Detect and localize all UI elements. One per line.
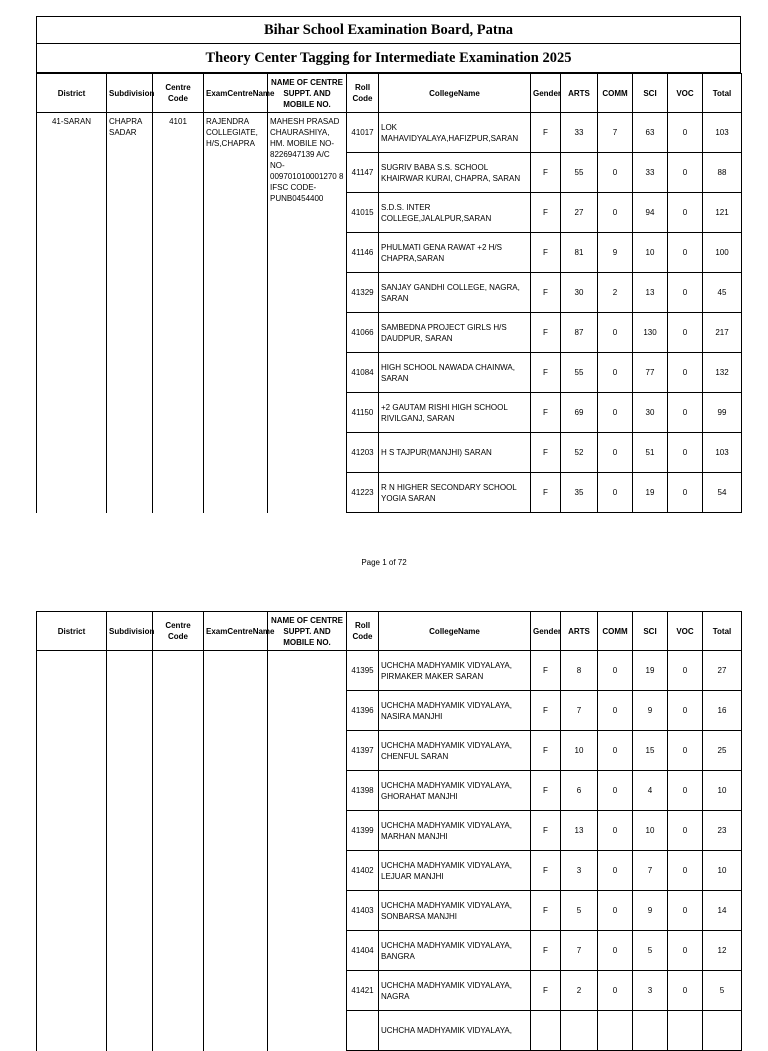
header-college-name: CollegeName — [379, 612, 531, 651]
college-name-cell: UCHCHA MADHYAMIK VIDYALAYA, NASIRA MANJHI — [379, 691, 531, 731]
college-name-cell: SANJAY GANDHI COLLEGE, NAGRA, SARAN — [379, 273, 531, 313]
header-college-name: CollegeName — [379, 74, 531, 113]
voc-cell: 0 — [668, 771, 703, 811]
roll-code-cell: 41403 — [347, 891, 379, 931]
roll-code-cell: 41066 — [347, 313, 379, 353]
college-name-cell: +2 GAUTAM RISHI HIGH SCHOOL RIVILGANJ, SARAN — [379, 393, 531, 433]
college-name-cell: UCHCHA MADHYAMIK VIDYALAYA, BANGRA — [379, 931, 531, 971]
voc-cell: 0 — [668, 931, 703, 971]
roll-code-cell: 41421 — [347, 971, 379, 1011]
arts-cell: 87 — [561, 313, 598, 353]
header-centre-supt: NAME OF CENTRE SUPPT. AND MOBILE NO. — [268, 74, 347, 113]
college-name-cell: PHULMATI GENA RAWAT +2 H/S CHAPRA,SARAN — [379, 233, 531, 273]
arts-cell: 7 — [561, 691, 598, 731]
college-name-cell: UCHCHA MADHYAMIK VIDYALAYA, LEJUAR MANJHI — [379, 851, 531, 891]
sci-cell: 13 — [633, 273, 668, 313]
roll-code-cell: 41397 — [347, 731, 379, 771]
header-centre-code: Centre Code — [153, 74, 204, 113]
exam-title: Theory Center Tagging for Intermediate Examination 2025 — [36, 44, 741, 73]
gender-cell: F — [531, 193, 561, 233]
college-name-cell: UCHCHA MADHYAMIK VIDYALAYA, PIRMAKER MAKER SARAN — [379, 651, 531, 691]
gender-cell: F — [531, 971, 561, 1011]
comm-cell — [598, 1011, 633, 1051]
total-cell: 10 — [703, 771, 742, 811]
comm-cell: 2 — [598, 273, 633, 313]
roll-code-cell: 41402 — [347, 851, 379, 891]
comm-cell: 0 — [598, 313, 633, 353]
gender-cell: F — [531, 233, 561, 273]
total-cell: 16 — [703, 691, 742, 731]
voc-cell: 0 — [668, 811, 703, 851]
tagging-table-page-1 — [36, 73, 742, 513]
gender-cell: F — [531, 433, 561, 473]
gender-cell: F — [531, 771, 561, 811]
header-comm: COMM — [598, 74, 633, 113]
comm-cell: 0 — [598, 851, 633, 891]
college-name-cell: S.D.S. INTER COLLEGE,JALALPUR,SARAN — [379, 193, 531, 233]
roll-code-cell: 41398 — [347, 771, 379, 811]
arts-cell: 33 — [561, 113, 598, 153]
arts-cell: 52 — [561, 433, 598, 473]
voc-cell: 0 — [668, 313, 703, 353]
sci-cell: 51 — [633, 433, 668, 473]
comm-cell: 0 — [598, 771, 633, 811]
sci-cell: 9 — [633, 691, 668, 731]
college-name-cell: UCHCHA MADHYAMIK VIDYALAYA, NAGRA — [379, 971, 531, 1011]
sci-cell: 94 — [633, 193, 668, 233]
gender-cell: F — [531, 113, 561, 153]
arts-cell: 30 — [561, 273, 598, 313]
gender-cell: F — [531, 691, 561, 731]
sci-cell: 9 — [633, 891, 668, 931]
roll-code-cell: 41150 — [347, 393, 379, 433]
centre-code-cell: 4101 — [153, 113, 204, 513]
college-name-cell: H S TAJPUR(MANJHI) SARAN — [379, 433, 531, 473]
header-gender: Gender — [531, 74, 561, 113]
voc-cell: 0 — [668, 891, 703, 931]
arts-cell: 69 — [561, 393, 598, 433]
sci-cell: 7 — [633, 851, 668, 891]
roll-code-cell: 41017 — [347, 113, 379, 153]
header-voc: VOC — [668, 612, 703, 651]
total-cell: 10 — [703, 851, 742, 891]
comm-cell: 0 — [598, 971, 633, 1011]
college-name-cell: SUGRIV BABA S.S. SCHOOL KHAIRWAR KURAI, CHAPRA, SARAN — [379, 153, 531, 193]
header-voc: VOC — [668, 74, 703, 113]
voc-cell: 0 — [668, 113, 703, 153]
header-exam-centre-name: ExamCentreName — [204, 612, 268, 651]
total-cell: 27 — [703, 651, 742, 691]
voc-cell: 0 — [668, 393, 703, 433]
header-total: Total — [703, 74, 742, 113]
exam-centre-name-cell: RAJENDRA COLLEGIATE, H/S,CHAPRA — [204, 113, 268, 513]
centre-code-cell — [153, 651, 204, 1051]
subdivision-cell: CHAPRA SADAR — [107, 113, 153, 513]
header-gender: Gender — [531, 612, 561, 651]
arts-cell — [561, 1011, 598, 1051]
total-cell: 12 — [703, 931, 742, 971]
gender-cell — [531, 1011, 561, 1051]
header-comm: COMM — [598, 612, 633, 651]
header-arts: ARTS — [561, 612, 598, 651]
voc-cell: 0 — [668, 691, 703, 731]
roll-code-cell: 41203 — [347, 433, 379, 473]
header-sci: SCI — [633, 74, 668, 113]
centre-supt-cell — [268, 651, 347, 1051]
comm-cell: 0 — [598, 433, 633, 473]
total-cell — [703, 1011, 742, 1051]
board-title: Bihar School Examination Board, Patna — [36, 16, 741, 44]
gender-cell: F — [531, 393, 561, 433]
comm-cell: 0 — [598, 691, 633, 731]
roll-code-cell: 41396 — [347, 691, 379, 731]
total-cell: 23 — [703, 811, 742, 851]
total-cell: 103 — [703, 113, 742, 153]
voc-cell: 0 — [668, 433, 703, 473]
sci-cell: 10 — [633, 233, 668, 273]
table-row — [37, 651, 742, 691]
header-arts: ARTS — [561, 74, 598, 113]
gender-cell: F — [531, 931, 561, 971]
district-cell — [37, 651, 107, 1051]
comm-cell: 0 — [598, 811, 633, 851]
arts-cell: 6 — [561, 771, 598, 811]
sci-cell: 19 — [633, 651, 668, 691]
voc-cell: 0 — [668, 731, 703, 771]
table-row — [37, 113, 742, 153]
sci-cell: 33 — [633, 153, 668, 193]
sci-cell: 77 — [633, 353, 668, 393]
sci-cell: 3 — [633, 971, 668, 1011]
college-name-cell: UCHCHA MADHYAMIK VIDYALAYA, — [379, 1011, 531, 1051]
total-cell: 14 — [703, 891, 742, 931]
sci-cell: 63 — [633, 113, 668, 153]
header-total: Total — [703, 612, 742, 651]
roll-code-cell: 41146 — [347, 233, 379, 273]
college-name-cell: UCHCHA MADHYAMIK VIDYALAYA, MARHAN MANJHI — [379, 811, 531, 851]
comm-cell: 7 — [598, 113, 633, 153]
roll-code-cell: 41395 — [347, 651, 379, 691]
voc-cell: 0 — [668, 851, 703, 891]
district-cell: 41-SARAN — [37, 113, 107, 513]
sci-cell: 15 — [633, 731, 668, 771]
header-row — [37, 74, 742, 113]
arts-cell: 5 — [561, 891, 598, 931]
subdivision-cell — [107, 651, 153, 1051]
sci-cell: 5 — [633, 931, 668, 971]
college-name-cell: SAMBEDNA PROJECT GIRLS H/S DAUDPUR, SARAN — [379, 313, 531, 353]
total-cell: 103 — [703, 433, 742, 473]
page-1 — [36, 16, 741, 513]
voc-cell: 0 — [668, 153, 703, 193]
roll-code-cell: 41404 — [347, 931, 379, 971]
exam-centre-name-cell — [204, 651, 268, 1051]
voc-cell: 0 — [668, 353, 703, 393]
total-cell: 25 — [703, 731, 742, 771]
sci-cell: 30 — [633, 393, 668, 433]
gender-cell: F — [531, 313, 561, 353]
comm-cell: 0 — [598, 731, 633, 771]
page-2 — [36, 611, 741, 1051]
arts-cell: 7 — [561, 931, 598, 971]
header-district: District — [37, 74, 107, 113]
arts-cell: 27 — [561, 193, 598, 233]
page-number: Page 1 of 72 — [361, 558, 407, 567]
arts-cell: 55 — [561, 153, 598, 193]
roll-code-cell: 41223 — [347, 473, 379, 513]
gender-cell: F — [531, 273, 561, 313]
voc-cell: 0 — [668, 233, 703, 273]
total-cell: 54 — [703, 473, 742, 513]
arts-cell: 35 — [561, 473, 598, 513]
arts-cell: 55 — [561, 353, 598, 393]
gender-cell: F — [531, 731, 561, 771]
voc-cell: 0 — [668, 193, 703, 233]
sci-cell: 4 — [633, 771, 668, 811]
comm-cell: 0 — [598, 153, 633, 193]
total-cell: 5 — [703, 971, 742, 1011]
gender-cell: F — [531, 851, 561, 891]
page-1-clip — [0, 0, 768, 510]
college-name-cell: UCHCHA MADHYAMIK VIDYALAYA, GHORAHAT MANJHI — [379, 771, 531, 811]
college-name-cell: UCHCHA MADHYAMIK VIDYALAYA, SONBARSA MANJHI — [379, 891, 531, 931]
tagging-table-page-2 — [36, 611, 742, 1051]
header-roll-code: Roll Code — [347, 612, 379, 651]
voc-cell: 0 — [668, 273, 703, 313]
comm-cell: 0 — [598, 393, 633, 433]
centre-supt-cell: MAHESH PRASAD CHAURASHIYA, HM. MOBILE NO-8226947139 A/C NO-009701010001270 8 IFSC CODE-PUNB0454400 — [268, 113, 347, 513]
header-centre-code: Centre Code — [153, 612, 204, 651]
voc-cell: 0 — [668, 473, 703, 513]
gender-cell: F — [531, 891, 561, 931]
gender-cell: F — [531, 473, 561, 513]
roll-code-cell: 41329 — [347, 273, 379, 313]
arts-cell: 13 — [561, 811, 598, 851]
header-row — [37, 612, 742, 651]
total-cell: 217 — [703, 313, 742, 353]
total-cell: 88 — [703, 153, 742, 193]
voc-cell: 0 — [668, 651, 703, 691]
college-name-cell: HIGH SCHOOL NAWADA CHAINWA, SARAN — [379, 353, 531, 393]
total-cell: 132 — [703, 353, 742, 393]
header-district: District — [37, 612, 107, 651]
sci-cell: 130 — [633, 313, 668, 353]
comm-cell: 9 — [598, 233, 633, 273]
roll-code-cell — [347, 1011, 379, 1051]
sci-cell — [633, 1011, 668, 1051]
comm-cell: 0 — [598, 931, 633, 971]
roll-code-cell: 41399 — [347, 811, 379, 851]
comm-cell: 0 — [598, 193, 633, 233]
college-name-cell: UCHCHA MADHYAMIK VIDYALAYA, CHENFUL SARAN — [379, 731, 531, 771]
header-subdivision: Subdivision — [107, 612, 153, 651]
total-cell: 100 — [703, 233, 742, 273]
voc-cell: 0 — [668, 971, 703, 1011]
comm-cell: 0 — [598, 891, 633, 931]
college-name-cell: LOK MAHAVIDYALAYA,HAFIZPUR,SARAN — [379, 113, 531, 153]
comm-cell: 0 — [598, 473, 633, 513]
comm-cell: 0 — [598, 651, 633, 691]
arts-cell: 81 — [561, 233, 598, 273]
gender-cell: F — [531, 651, 561, 691]
sci-cell: 10 — [633, 811, 668, 851]
arts-cell: 2 — [561, 971, 598, 1011]
arts-cell: 10 — [561, 731, 598, 771]
roll-code-cell: 41015 — [347, 193, 379, 233]
header-subdivision: Subdivision — [107, 74, 153, 113]
voc-cell — [668, 1011, 703, 1051]
total-cell: 45 — [703, 273, 742, 313]
gender-cell: F — [531, 353, 561, 393]
roll-code-cell: 41147 — [347, 153, 379, 193]
arts-cell: 3 — [561, 851, 598, 891]
arts-cell: 8 — [561, 651, 598, 691]
header-sci: SCI — [633, 612, 668, 651]
sci-cell: 19 — [633, 473, 668, 513]
header-centre-supt: NAME OF CENTRE SUPPT. AND MOBILE NO. — [268, 612, 347, 651]
gender-cell: F — [531, 811, 561, 851]
comm-cell: 0 — [598, 353, 633, 393]
header-exam-centre-name: ExamCentreName — [204, 74, 268, 113]
roll-code-cell: 41084 — [347, 353, 379, 393]
college-name-cell: R N HIGHER SECONDARY SCHOOL YOGIA SARAN — [379, 473, 531, 513]
total-cell: 121 — [703, 193, 742, 233]
gender-cell: F — [531, 153, 561, 193]
total-cell: 99 — [703, 393, 742, 433]
header-roll-code: Roll Code — [347, 74, 379, 113]
